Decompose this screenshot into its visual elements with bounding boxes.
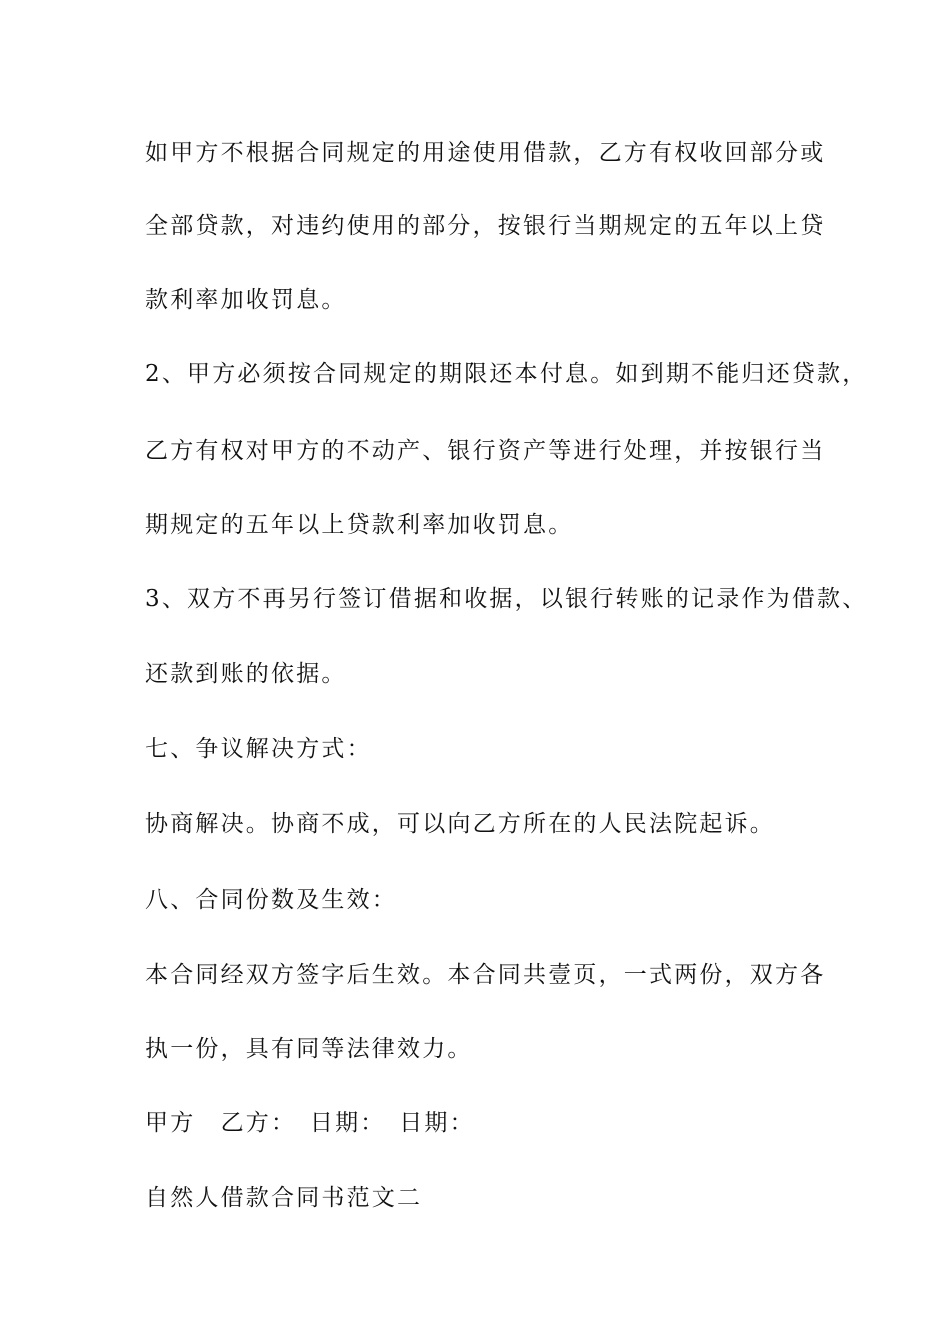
section-heading-dispute: 七、争议解决方式： xyxy=(145,736,372,762)
paragraph-line: 还款到账的依据。 xyxy=(145,661,347,687)
paragraph-line: 协商解决。协商不成，可以向乙方所在的人民法院起诉。 xyxy=(145,811,775,837)
paragraph-line: 全部贷款，对违约使用的部分，按银行当期规定的五年以上贷 xyxy=(145,213,826,239)
paragraph-line: 乙方有权对甲方的不动产、银行资产等进行处理，并按银行当 xyxy=(145,438,826,464)
document-subtitle: 自然人借款合同书范文二 xyxy=(145,1185,423,1211)
signature-line: 甲方 乙方： 日期： 日期： xyxy=(145,1110,475,1136)
section-heading-copies: 八、合同份数及生效： xyxy=(145,887,397,913)
paragraph-line: 执一份，具有同等法律效力。 xyxy=(145,1036,473,1062)
paragraph-line: 款利率加收罚息。 xyxy=(145,287,347,313)
paragraph-line: 如甲方不根据合同规定的用途使用借款，乙方有权收回部分或 xyxy=(145,140,826,166)
clause-3-line: 3、双方不再另行签订借据和收据，以银行转账的记录作为借款、 xyxy=(145,586,868,612)
paragraph-line: 本合同经双方签字后生效。本合同共壹页，一式两份，双方各 xyxy=(145,962,826,988)
paragraph-line: 期规定的五年以上贷款利率加收罚息。 xyxy=(145,512,574,538)
clause-2-line: 2、甲方必须按合同规定的期限还本付息。如到期不能归还贷款， xyxy=(145,361,868,387)
